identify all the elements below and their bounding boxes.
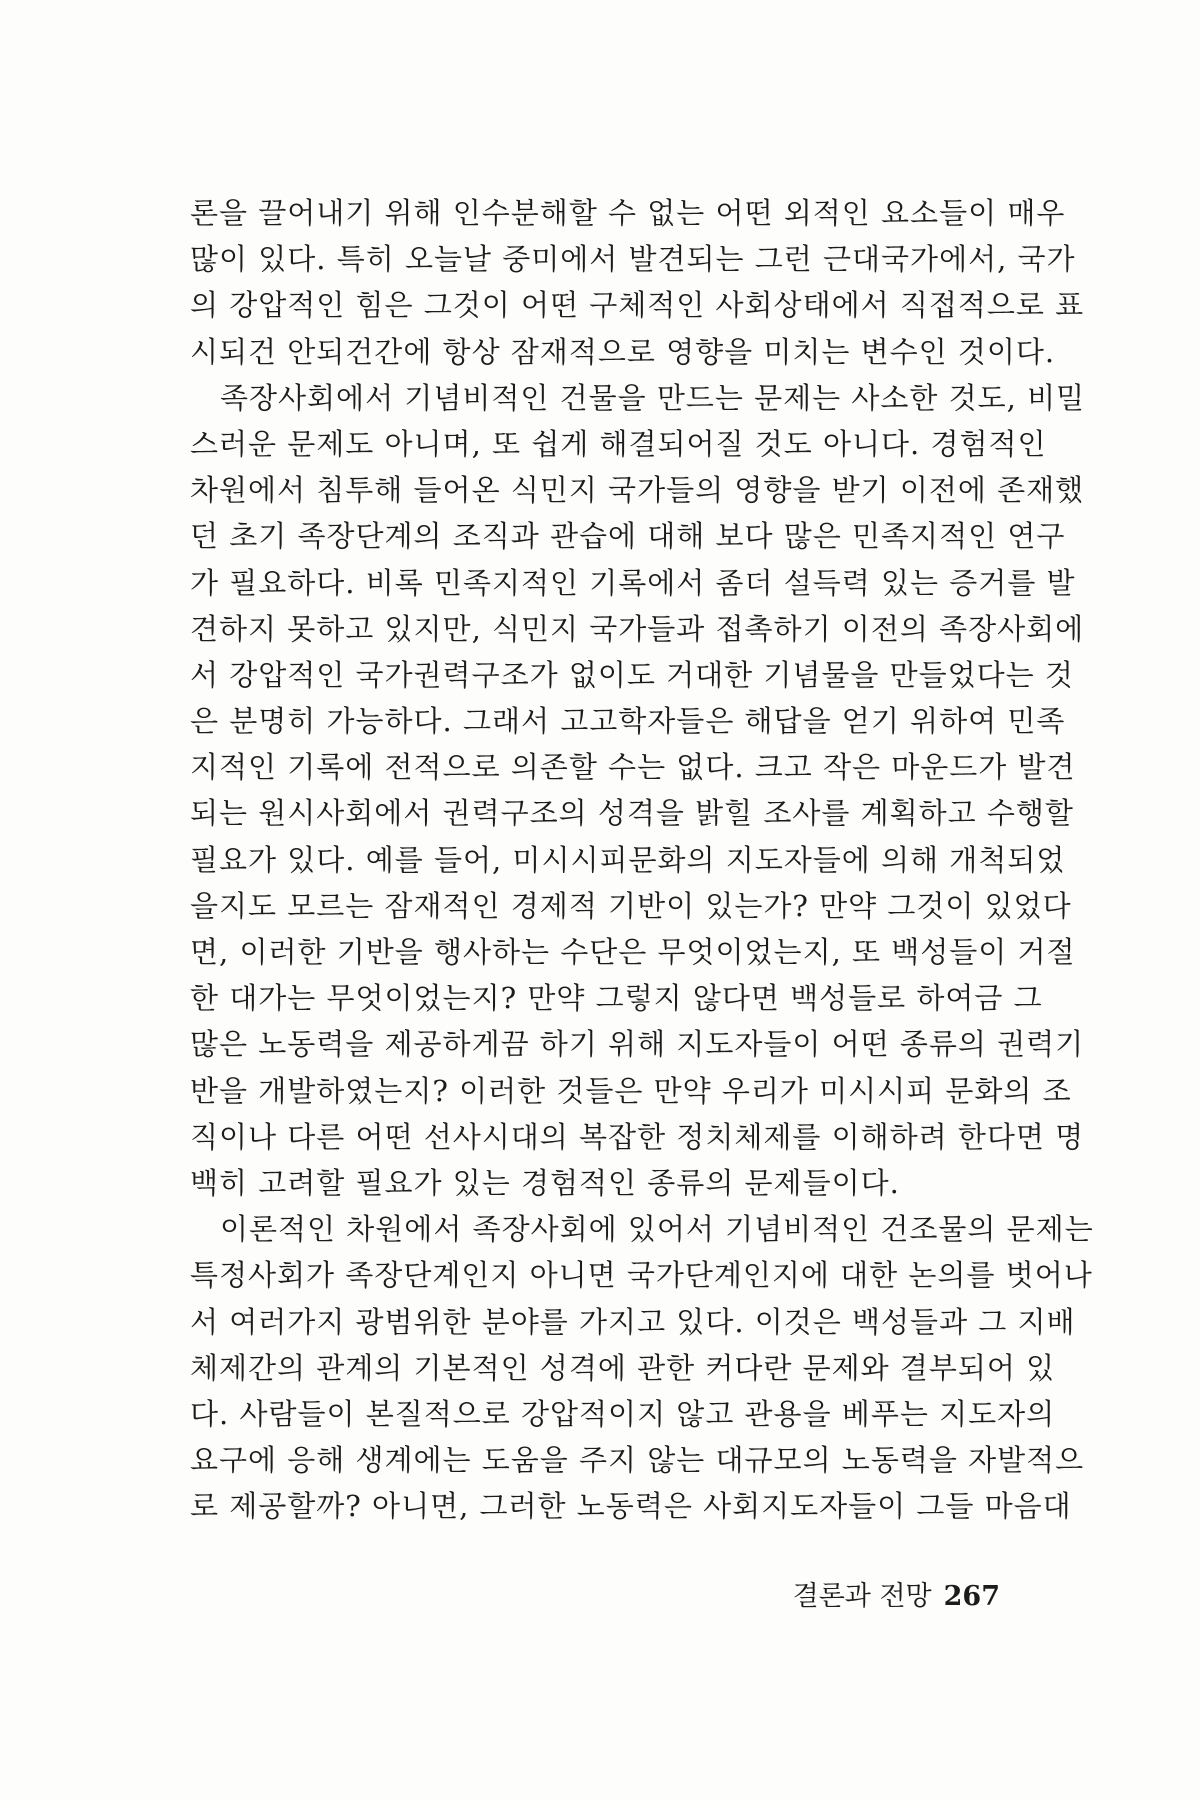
text-line: 가 필요하다. 비록 민족지적인 기록에서 좀더 설득력 있는 증거를 발 [190,565,1076,600]
text-line: 다. 사람들이 본질적으로 강압적이지 않고 관용을 베푸는 지도자의 [190,1396,1056,1431]
text-line: 차원에서 침투해 들어온 식민지 국가들의 영향을 받기 이전에 존재했 [190,473,1085,508]
paragraph [190,375,1086,1206]
text-line: 의 강압적인 힘은 그것이 어떤 구체적인 사회상태에서 직접적으로 표 [190,288,1085,323]
text-line: 특정사회가 족장단계인지 아니면 국가단계인지에 대한 논의를 벗어나 [190,1258,1093,1293]
text-line: 스러운 문제도 아니며, 또 쉽게 해결되어질 것도 아니다. 경험적인 [190,426,1047,461]
body-text [190,190,1094,1529]
text-line: 반을 개발하였는지? 이러한 것들은 만약 우리가 미시시피 문화의 조 [190,1073,1072,1108]
text-line: 많이 있다. 특히 오늘날 중미에서 발견되는 그런 근대국가에서, 국가 [190,242,1076,277]
text-line: 족장사회에서 기념비적인 건물을 만드는 문제는 사소한 것도, 비밀 [220,380,1086,415]
text-line: 서 강압적인 국가권력구조가 없이도 거대한 기념물을 만들었다는 것 [190,657,1074,692]
text-line: 던 초기 족장단계의 조직과 관습에 대해 보다 많은 민족지적인 연구 [190,519,1066,554]
footer-section-title: 결론과 전망 [792,1581,932,1612]
text-line: 체제간의 관계의 기본적인 성격에 관한 커다란 문제와 결부되어 있 [190,1350,1056,1385]
page-number: 267 [943,1581,1000,1612]
running-footer [760,1574,1000,1613]
text-line: 서 여러가지 광범위한 분야를 가지고 있다. 이것은 백성들과 그 지배 [190,1304,1076,1339]
text-line: 지적인 기록에 전적으로 의존할 수는 없다. 크고 작은 마운드가 발견 [190,750,1076,785]
text-line: 이론적인 차원에서 족장사회에 있어서 기념비적인 건조물의 문제는 [220,1212,1094,1247]
paragraph [190,190,1085,375]
text-line: 론을 끌어내기 위해 인수분해할 수 없는 어떤 외적인 요소들이 매우 [190,196,1066,230]
paragraph [190,1206,1094,1529]
text-line: 요구에 응해 생계에는 도움을 주지 않는 대규모의 노동력을 자발적으 [190,1443,1085,1478]
text-line: 필요가 있다. 예를 들어, 미시시피문화의 지도자들에 의해 개척되었 [190,842,1066,877]
text-line: 은 분명히 가능하다. 그래서 고고학자들은 해답을 얻기 위하여 민족 [190,704,1066,739]
text-line: 한 대가는 무엇이었는지? 만약 그렇지 않다면 백성들로 하여금 그 [190,981,1043,1016]
text-line: 직이나 다른 어떤 선사시대의 복잡한 정치체제를 이해하려 한다면 명 [190,1119,1085,1154]
text-line: 을지도 모르는 잠재적인 경제적 기반이 있는가? 만약 그것이 있었다 [190,888,1072,923]
text-line: 로 제공할까? 아니면, 그러한 노동력은 사회지도자들이 그들 마음대 [190,1489,1072,1524]
text-line: 시되건 안되건간에 항상 잠재적으로 영향을 미치는 변수인 것이다. [190,334,1056,369]
text-line: 많은 노동력을 제공하게끔 하기 위해 지도자들이 어떤 종류의 권력기 [190,1027,1085,1062]
text-line: 되는 원시사회에서 권력구조의 성격을 밝힐 조사를 계획하고 수행할 [190,796,1074,831]
text-line: 백히 고려할 필요가 있는 경험적인 종류의 문제들이다. [190,1165,900,1200]
text-line: 견하지 못하고 있지만, 식민지 국가들과 접촉하기 이전의 족장사회에 [190,611,1085,646]
text-line: 면, 이러한 기반을 행사하는 수단은 무엇이었는지, 또 백성들이 거절 [190,935,1076,969]
